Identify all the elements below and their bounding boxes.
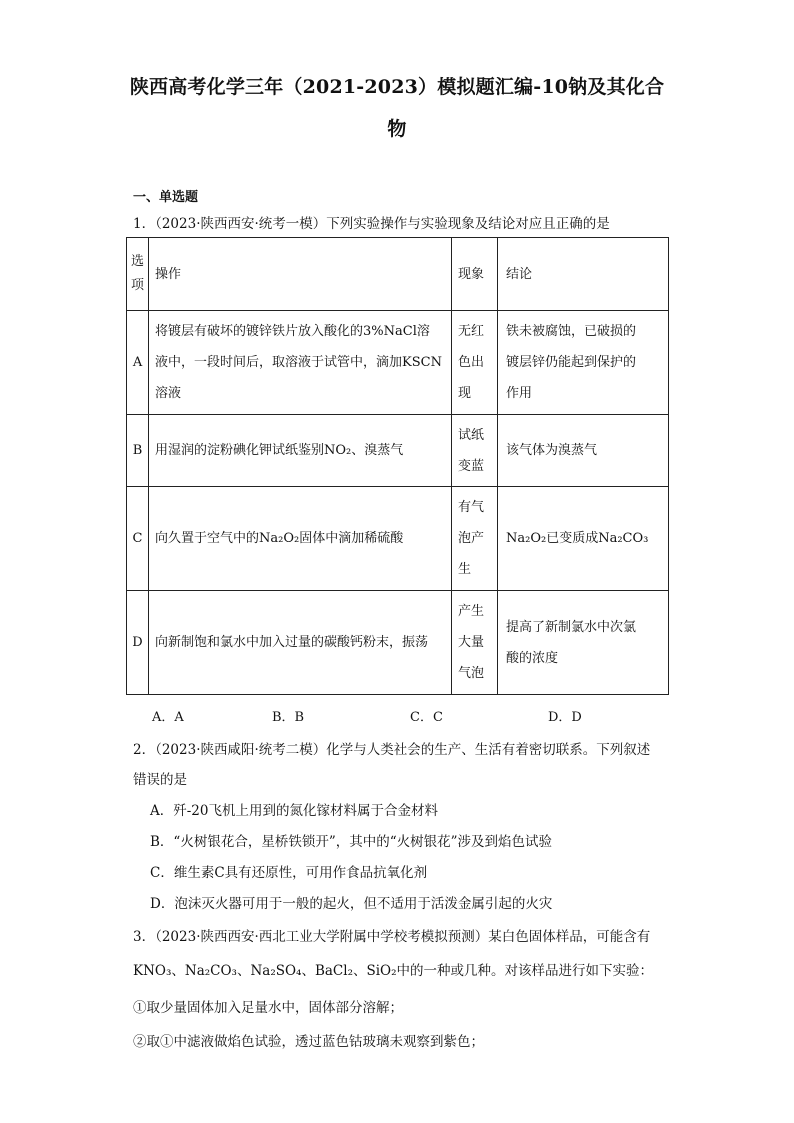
table-row	[127, 591, 669, 695]
page-title	[120, 66, 674, 150]
question-3-stem-line-1: 3．（2023·陕西西安·西北工业大学附属中学校考模拟预测）某白色固体样品，可能含有	[133, 929, 651, 945]
phenomenon-line: 大量	[458, 635, 485, 650]
q1-option-d: D．D	[548, 710, 582, 725]
title-line-2: 物	[387, 118, 407, 140]
operation-line: 液中，一段时间后，取溶液于试管中，滴加KSCN	[155, 355, 442, 370]
conclusion-line: 作用	[506, 386, 533, 401]
conclusion-line: 镀层锌仍能起到保护的	[506, 355, 637, 370]
row-operation	[149, 591, 452, 695]
title-line-1: 陕西高考化学三年（2021-2023）模拟题汇编-10钠及其化合	[129, 76, 665, 98]
header-operation: 操作	[149, 238, 452, 311]
header-label: 选项	[127, 238, 149, 311]
table-header-row	[127, 238, 669, 311]
row-conclusion	[498, 487, 669, 591]
phenomenon-line: 现	[458, 386, 472, 401]
row-label: B	[127, 415, 149, 487]
question-1-table	[126, 237, 669, 695]
operation-line: 将镀层有破坏的镀锌铁片放入酸化的3%NaCl溶	[155, 324, 430, 339]
table-row	[127, 311, 669, 415]
phenomenon-line: 试纸	[458, 427, 485, 443]
question-2-stem-line-2: 错误的是	[133, 772, 187, 788]
conclusion-line: 提高了新制氯水中次氯	[506, 619, 637, 635]
question-3-stem-line-2: KNO₃、Na₂CO₃、Na₂SO₄、BaCl₂、SiO₂中的一种或几种。对该样品进行如下实验：	[133, 963, 654, 979]
row-label: D	[127, 591, 149, 695]
q2-option-a: A．歼-20飞机上用到的氮化镓材料属于合金材料	[150, 803, 438, 819]
section-heading: 一、单选题	[133, 190, 199, 205]
q2-option-b: B．“火树银花合，星桥铁锁开”，其中的“火树银花”涉及到焰色试验	[150, 834, 553, 850]
row-phenomenon	[452, 591, 498, 695]
conclusion-line: 该气体为溴蒸气	[506, 443, 598, 458]
row-operation	[149, 311, 452, 415]
question-2-stem-line-1: 2．（2023·陕西咸阳·统考二模）化学与人类社会的生产、生活有着密切联系。下列叙述	[133, 742, 651, 758]
phenomenon-line: 气泡	[458, 666, 485, 681]
q2-option-d: D．泡沫灭火器可用于一般的起火，但不适用于活泼金属引起的火灾	[150, 896, 553, 912]
phenomenon-line: 变蓝	[458, 458, 485, 474]
row-conclusion	[498, 591, 669, 695]
q1-option-b: B．B	[272, 710, 305, 725]
row-operation	[149, 487, 452, 591]
phenomenon-line: 生	[458, 562, 472, 577]
row-phenomenon	[452, 487, 498, 591]
question-3-step-2: ②取①中滤液做焰色试验，透过蓝色钴玻璃未观察到紫色；	[133, 1034, 484, 1050]
question-3-step-1: ①取少量固体加入足量水中，固体部分溶解；	[133, 1000, 403, 1016]
conclusion-line: Na₂O₂已变质成Na₂CO₃	[506, 531, 649, 546]
conclusion-line: 酸的浓度	[506, 650, 559, 666]
phenomenon-line: 有气	[458, 500, 485, 515]
conclusion-line: 铁未被腐蚀，已破损的	[506, 324, 637, 339]
q1-option-c: C．C	[410, 710, 443, 725]
q1-option-a: A．A	[152, 710, 184, 725]
row-label: C	[127, 487, 149, 591]
row-operation	[149, 415, 452, 487]
row-phenomenon	[452, 415, 498, 487]
operation-line: 向新制饱和氯水中加入过量的碳酸钙粉末，振荡	[155, 635, 429, 650]
header-conclusion: 结论	[498, 238, 669, 311]
header-phenomenon: 现象	[452, 238, 498, 311]
row-phenomenon	[452, 311, 498, 415]
operation-line: 向久置于空气中的Na₂O₂固体中滴加稀硫酸	[155, 531, 404, 546]
phenomenon-line: 泡产	[458, 531, 485, 546]
operation-line: 用湿润的淀粉碘化钾试纸鉴别NO₂、溴蒸气	[155, 443, 404, 458]
phenomenon-line: 色出	[458, 355, 485, 370]
q2-option-c: C．维生素C具有还原性，可用作食品抗氧化剂	[150, 865, 428, 881]
row-conclusion	[498, 311, 669, 415]
operation-line: 溶液	[155, 386, 182, 401]
row-label: A	[127, 311, 149, 415]
question-1-stem: 1．（2023·陕西西安·统考一模）下列实验操作与实验现象及结论对应且正确的是	[133, 216, 610, 232]
table-row	[127, 415, 669, 487]
row-conclusion	[498, 415, 669, 487]
table-row	[127, 487, 669, 591]
phenomenon-line: 无红	[458, 324, 485, 339]
phenomenon-line: 产生	[458, 604, 485, 619]
